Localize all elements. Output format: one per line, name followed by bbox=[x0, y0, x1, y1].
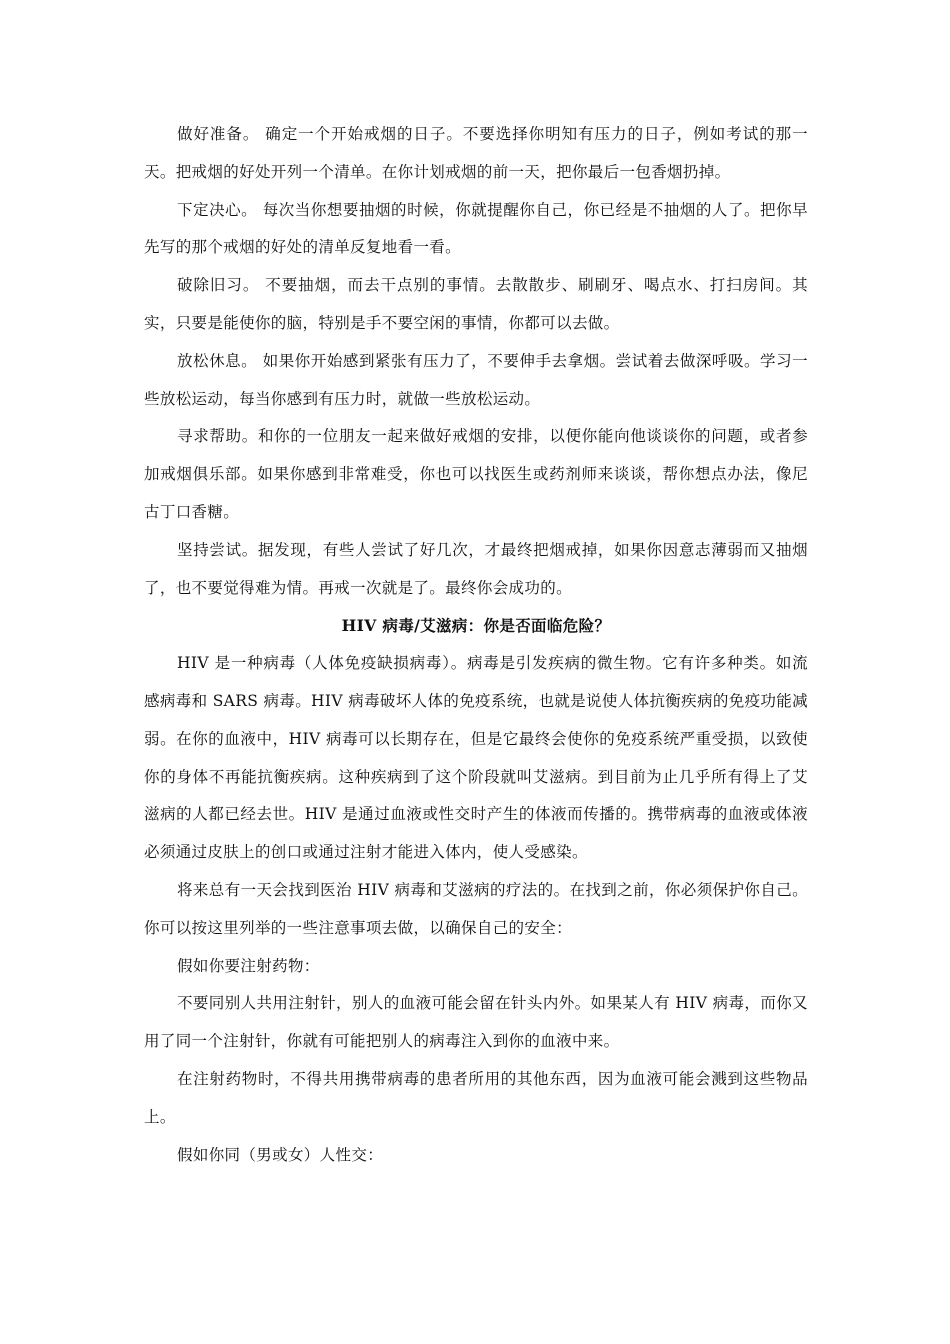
document-page bbox=[144, 116, 808, 1174]
paragraph-other-items: 在注射药物时，不得共用携带病毒的患者所用的其他东西，因为血液可能会溅到这些物品上。 bbox=[144, 1069, 808, 1126]
paragraph-relax: 放松休息。 如果你开始感到紧张有压力了，不要伸手去拿烟。尝试着去做深呼吸。学习一些放松运动，每当你感到有压力时，就做一些放松运动。 bbox=[144, 351, 808, 408]
paragraph-decide: 下定决心。 每次当你想要抽烟的时候，你就提醒你自己，你已经是不抽烟的人了。把你早先写的那个戒烟的好处的清单反复地看一看。 bbox=[144, 200, 808, 257]
section-heading: HIV 病毒/艾滋病：你是否面临危险？ bbox=[341, 616, 611, 636]
paragraph-needles: 不要同别人共用注射针，别人的血液可能会留在针头内外。如果某人有 HIV 病毒，而你又用了同一个注射针，你就有可能把别人的病毒注入到你的血液中来。 bbox=[144, 994, 808, 1051]
paragraph-hiv-intro: HIV 是一种病毒（人体免疫缺损病毒）。病毒是引发疾病的微生物。它有许多种类。如流感病毒和 SARS 病毒。HIV 病毒破坏人体的免疫系统，也就是说使人体抗衡疾病的免疫功能减弱。在你的血液中，HIV 病毒可以长期存在，但是它最终会使你的免疫系统严重受损，以致使你的身体不再能抗衡疾病。这种疾病到了这个阶段就叫艾滋病。到目前为止几乎所有得上了艾滋病的人都已经去世。HIV 是通过血液或性交时产生的体液而传播的。携带病毒的血液或体液必须通过皮肤上的创口或通过注射才能进入体内，使人受感染。 bbox=[144, 654, 808, 862]
paragraph-if-injecting: 假如你要注射药物： bbox=[177, 956, 320, 975]
paragraph-protect-yourself: 将来总有一天会找到医治 HIV 病毒和艾滋病的疗法的。在找到之前，你必须保护你自己。你可以按这里列举的一些注意事项去做，以确保自己的安全： bbox=[144, 880, 808, 937]
paragraph-break-habits: 破除旧习。 不要抽烟，而去干点别的事情。去散散步、刷刷牙、喝点水、打扫房间。其实，只要是能使你的脑，特别是手不要空闲的事情，你都可以去做。 bbox=[144, 276, 808, 332]
paragraph-prepare: 做好准备。 确定一个开始戒烟的日子。不要选择你明知有压力的日子，例如考试的那一天。把戒烟的好处开列一个清单。在你计划戒烟的前一天，把你最后一包香烟扔掉。 bbox=[144, 125, 808, 181]
paragraph-seek-help: 寻求帮助。和你的一位朋友一起来做好戒烟的安排，以便你能向他谈谈你的问题，或者参加戒烟俱乐部。如果你感到非常难受，你也可以找医生或药剂师来谈谈，帮你想点办法，像尼古丁口香糖。 bbox=[144, 427, 808, 521]
paragraph-keep-trying: 坚持尝试。据发现，有些人尝试了好几次，才最终把烟戒掉，如果你因意志薄弱而又抽烟了，也不要觉得难为情。再戒一次就是了。最终你会成功的。 bbox=[144, 540, 808, 597]
paragraph-if-sex: 假如你同（男或女）人性交： bbox=[177, 1145, 384, 1164]
